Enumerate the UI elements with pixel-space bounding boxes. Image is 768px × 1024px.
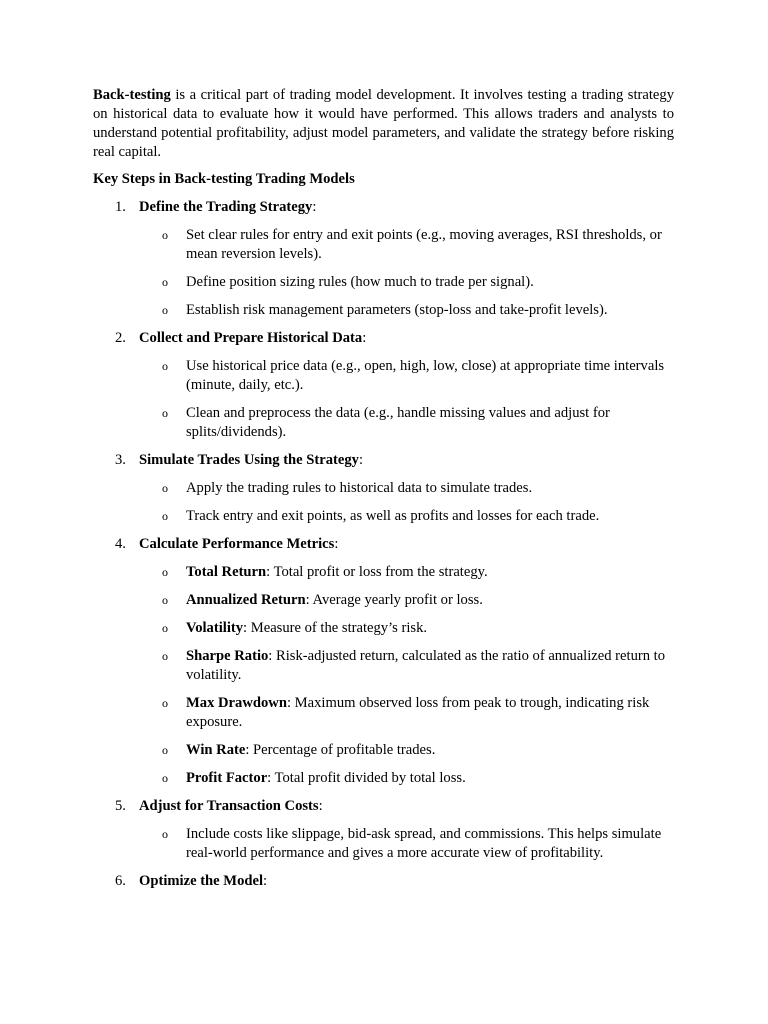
circle-bullet-icon: o — [162, 696, 168, 710]
sub-list-item — [93, 619, 674, 638]
circle-bullet-icon: o — [162, 481, 168, 495]
sub-item-text: Establish risk management parameters (stop-loss and take-profit levels). — [186, 302, 608, 318]
step-number: 3. — [115, 452, 126, 468]
step-item — [93, 329, 674, 442]
sub-list-item — [93, 273, 674, 292]
sub-item-text: : Percentage of profitable trades. — [245, 742, 436, 758]
sub-list-item — [93, 769, 674, 788]
step-number: 5. — [115, 798, 126, 814]
step-title-colon: : — [263, 873, 268, 889]
sub-list — [93, 825, 674, 863]
sub-list-item — [93, 507, 674, 526]
sub-item-text: Use historical price data (e.g., open, high, low, close) at appropriate time intervals (minute, daily, etc.). — [186, 358, 665, 393]
step-title: Optimize the Model — [139, 873, 264, 889]
sub-item-text: Clean and preprocess the data (e.g., handle missing values and adjust for splits/dividends). — [186, 405, 610, 440]
step-heading — [93, 451, 674, 470]
step-title: Collect and Prepare Historical Data — [139, 330, 363, 346]
sub-list-item — [93, 694, 674, 732]
metric-term: Profit Factor — [186, 770, 268, 786]
circle-bullet-icon: o — [162, 649, 168, 663]
step-item — [93, 198, 674, 320]
step-item — [93, 451, 674, 526]
step-title: Calculate Performance Metrics — [139, 536, 335, 552]
step-number: 1. — [115, 199, 126, 215]
circle-bullet-icon: o — [162, 565, 168, 579]
sub-list — [93, 357, 674, 442]
sub-list — [93, 479, 674, 526]
step-item — [93, 535, 674, 788]
sub-list-item — [93, 825, 674, 863]
circle-bullet-icon: o — [162, 303, 168, 317]
sub-list-item — [93, 591, 674, 610]
metric-term: Annualized Return — [186, 592, 306, 608]
sub-list-item — [93, 479, 674, 498]
circle-bullet-icon: o — [162, 275, 168, 289]
sub-list — [93, 226, 674, 320]
step-title: Adjust for Transaction Costs — [139, 798, 319, 814]
sub-list-item — [93, 226, 674, 264]
circle-bullet-icon: o — [162, 743, 168, 757]
intro-paragraph — [93, 86, 674, 162]
sub-item-text: Include costs like slippage, bid-ask spread, and commissions. This helps simulate real-world performance and gives a more accurate view of profitability. — [186, 826, 662, 861]
step-item — [93, 872, 674, 891]
metric-term: Win Rate — [186, 742, 246, 758]
step-title: Define the Trading Strategy — [139, 199, 313, 215]
sub-list-item — [93, 741, 674, 760]
step-title-colon: : — [362, 330, 367, 346]
step-heading — [93, 329, 674, 348]
circle-bullet-icon: o — [162, 621, 168, 635]
step-title-colon: : — [334, 536, 339, 552]
sub-item-text: : Maximum observed loss from peak to trough, indicating risk exposure. — [186, 695, 650, 730]
step-title-colon: : — [358, 452, 364, 468]
sub-item-text: : Measure of the strategy’s risk. — [243, 620, 428, 636]
sub-list-item — [93, 563, 674, 582]
step-title-colon: : — [312, 199, 317, 215]
step-number: 2. — [115, 330, 126, 346]
steps-list — [93, 198, 674, 891]
intro-term: Back-testing — [93, 87, 171, 103]
sub-item-text: Set clear rules for entry and exit points (e.g., moving averages, RSI thresholds, or mean reversion levels). — [186, 227, 662, 262]
metric-term: Sharpe Ratio — [186, 648, 269, 664]
metric-term: Max Drawdown — [186, 695, 287, 711]
sub-item-text: : Total profit divided by total loss. — [267, 770, 466, 786]
circle-bullet-icon: o — [162, 359, 168, 373]
circle-bullet-icon: o — [162, 509, 168, 523]
step-item — [93, 797, 674, 863]
step-heading — [93, 198, 674, 217]
step-title: Simulate Trades Using the Strategy — [139, 452, 359, 468]
sub-item-text: : Risk-adjusted return, calculated as the ratio of annualized return to volatility. — [186, 648, 666, 683]
sub-item-text: : Average yearly profit or loss. — [305, 592, 483, 608]
sub-list-item — [93, 647, 674, 685]
sub-item-text: : Total profit or loss from the strategy. — [266, 564, 488, 580]
metric-term: Total Return — [186, 564, 267, 580]
step-heading — [93, 797, 674, 816]
circle-bullet-icon: o — [162, 771, 168, 785]
step-heading — [93, 872, 674, 891]
sub-item-text: Track entry and exit points, as well as profits and losses for each trade. — [186, 508, 600, 524]
circle-bullet-icon: o — [162, 827, 168, 841]
intro-text: is a critical part of trading model development. It involves testing a trading strategy on historical data to evaluate how it would have performed. This allows traders and analysts to understand potential profitability, adjust model parameters, and validate the strategy before risking real capital. — [93, 87, 674, 160]
circle-bullet-icon: o — [162, 593, 168, 607]
step-title-colon: : — [318, 798, 323, 814]
sub-list-item — [93, 404, 674, 442]
sub-item-text: Define position sizing rules (how much to trade per signal). — [186, 274, 534, 290]
sub-item-text: Apply the trading rules to historical data to simulate trades. — [186, 480, 533, 496]
step-heading — [93, 535, 674, 554]
metric-term: Volatility — [186, 620, 244, 636]
sub-list — [93, 563, 674, 788]
circle-bullet-icon: o — [162, 406, 168, 420]
sub-list-item — [93, 357, 674, 395]
section-heading: Key Steps in Back-testing Trading Models — [93, 171, 355, 187]
step-number: 6. — [115, 873, 126, 889]
step-number: 4. — [115, 536, 126, 552]
sub-list-item — [93, 301, 674, 320]
circle-bullet-icon: o — [162, 228, 168, 242]
